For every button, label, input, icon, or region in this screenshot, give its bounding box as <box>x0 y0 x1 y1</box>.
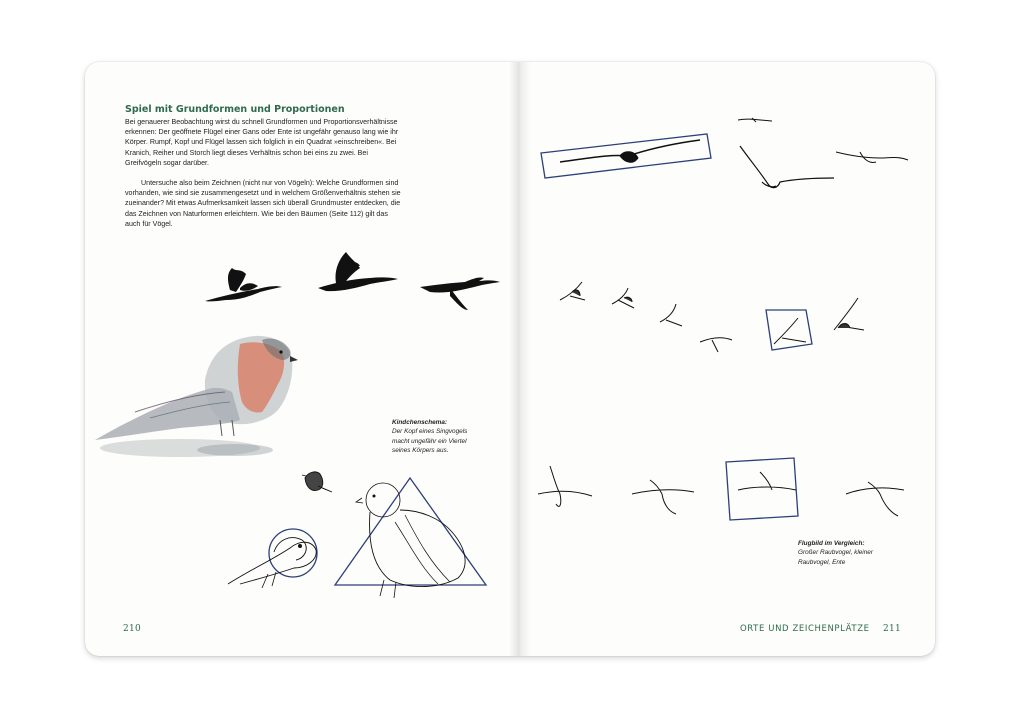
duck-flight-sketches <box>538 458 904 520</box>
flying-geese-silhouettes <box>205 252 500 310</box>
soaring-raptor-sketches <box>541 118 908 188</box>
bird-head-circle-diagram <box>228 529 317 588</box>
bird-body-triangle-diagram <box>335 478 486 598</box>
robin-watercolor <box>95 336 298 457</box>
page-number-left: 210 <box>123 624 142 634</box>
caption-body: Der Kopf eines Singvogels macht ungefähr ein Viertel seines Körpers aus. <box>392 428 468 455</box>
page-number-right: 211 <box>883 624 902 634</box>
caption-kindchenschema <box>392 418 482 456</box>
caption-title: Flugbild im Vergleich: <box>798 540 865 547</box>
caption-body: Großer Raubvogel, kleiner Raubvogel, Ente <box>798 549 873 566</box>
small-raptor-flight-sequence <box>560 282 864 352</box>
caption-flugbild <box>798 539 898 567</box>
body-paragraph-1: Bei genauerer Beobachtung wirst du schnell Grundformen und Proportionsverhältnisse erkennen: Der geöffnete Flügel einer Gans oder Ente ist ungefähr genauso lang wie ihr Körper. Rumpf, Kopf und Flügel lassen sich folglich in ein Quadrat »einschreiben«. Bei Kranich, Reiher und Storch liegt dieses Verhältnis schon bei eins zu zwei. Bei Greifvögeln sogar darüber. <box>125 118 399 167</box>
running-title: ORTE UND ZEICHENPLÄTZE <box>740 624 870 634</box>
section-heading: Spiel mit Grundformen und Proportionen <box>125 104 345 115</box>
caption-title: Kindchenschema: <box>392 419 448 426</box>
small-bird-sketch <box>302 472 332 492</box>
body-paragraph-2: Untersuche also beim Zeichnen (nicht nur von Vögeln): Welche Grundformen sind vorhanden, wie sind sie zusammengesetzt und in welchem Größenverhältnis stehen sie zueinander? Mit etwas Aufmerksamkeit lassen sich überall Grundmuster entdecken, die das Zeichnen von Naturformen erleichtern. Wie bei den Bäumen (Seite 112) gilt das auch für Vögel. <box>125 179 401 228</box>
